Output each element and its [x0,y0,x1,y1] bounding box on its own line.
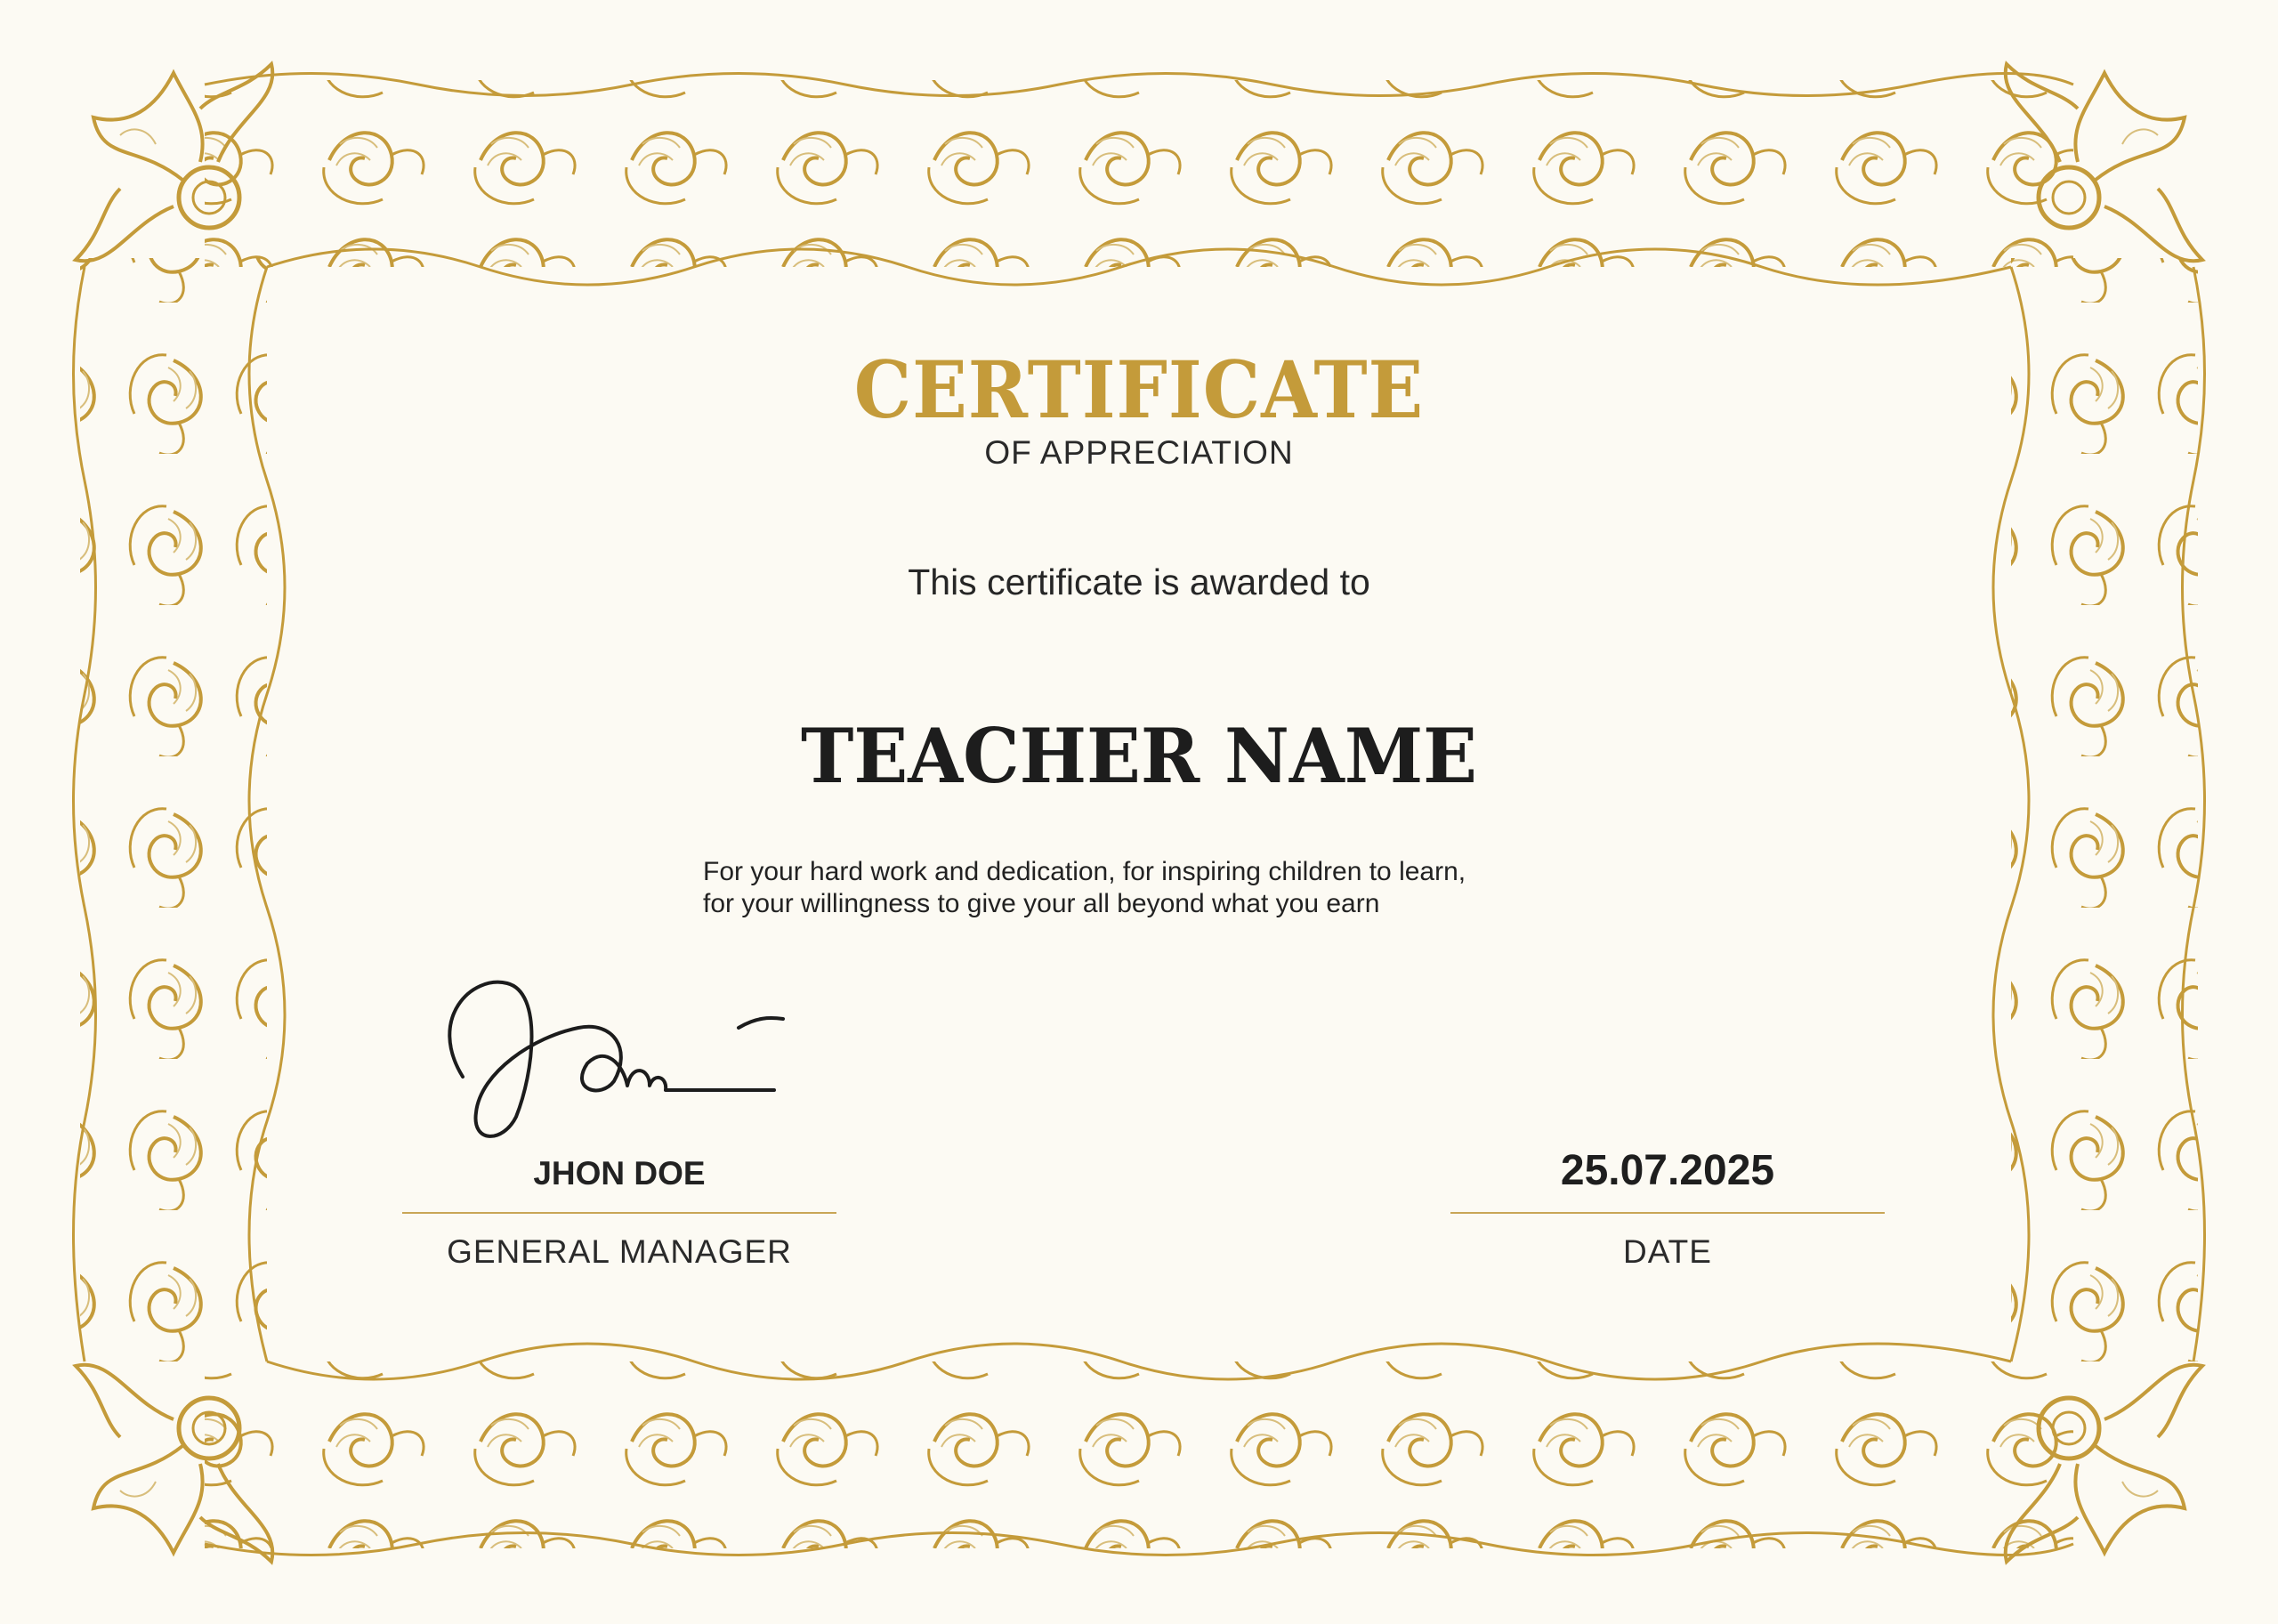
date-label: DATE [1623,1233,1712,1270]
signatory-name: JHON DOE [533,1155,706,1192]
certificate-subtitle: OF APPRECIATION [984,434,1294,471]
signature-line [402,1212,836,1214]
date-value: 25.07.2025 [1560,1147,1775,1194]
appreciation-message [703,856,1682,920]
awarded-to-text: This certificate is awarded to [908,562,1370,602]
signatory-role: GENERAL MANAGER [447,1233,792,1270]
signature-icon [436,966,801,1148]
date-line [1450,1212,1885,1214]
message-line-1: For your hard work and dedication, for inspiring children to learn, [703,857,1466,886]
recipient-name: TEACHER NAME [801,712,1477,800]
certificate-title: CERTIFICATE [853,343,1425,436]
message-line-2: for your willingness to give your all beyond what you earn [703,889,1380,918]
